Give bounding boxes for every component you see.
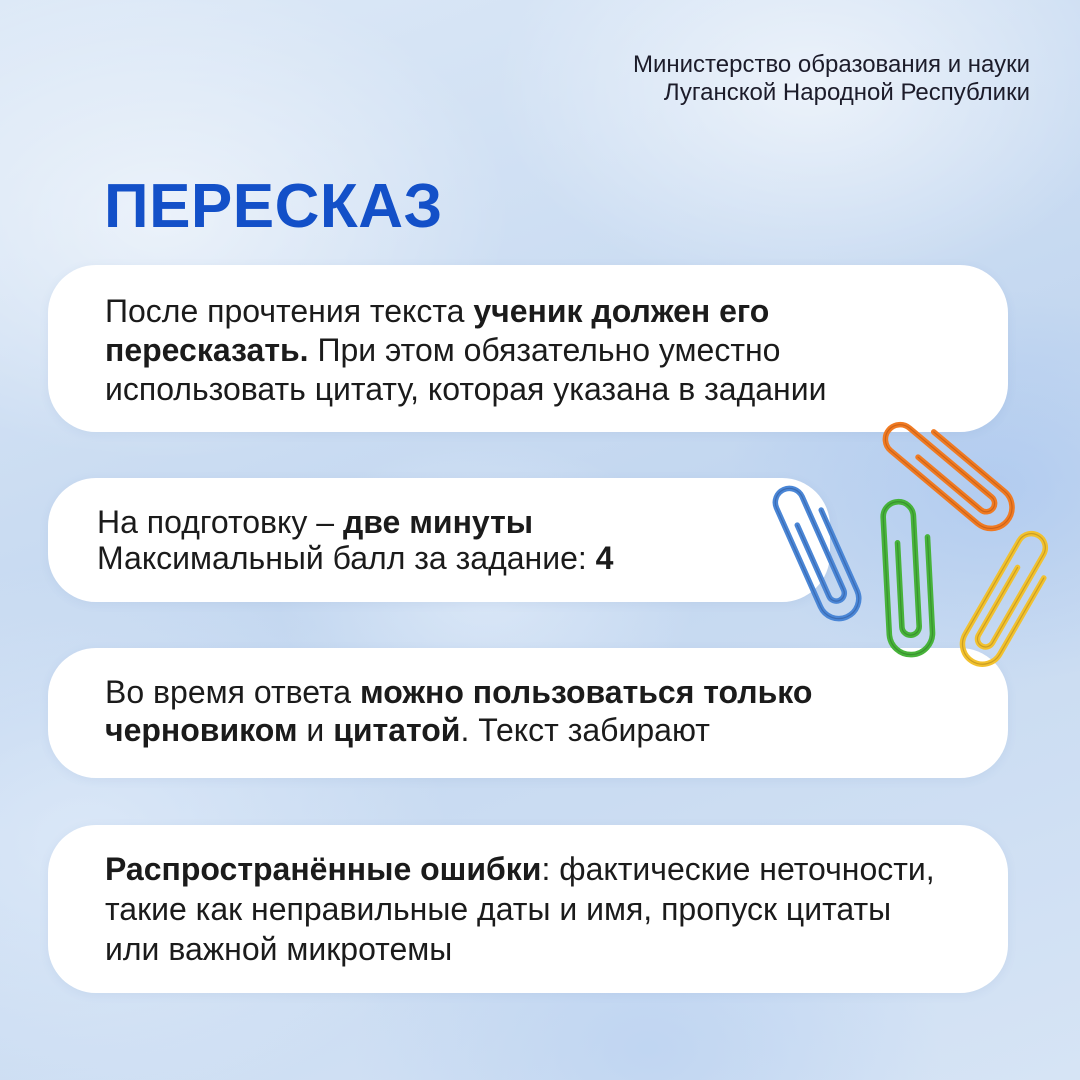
card-text: При этом обязательно уместно <box>308 332 781 368</box>
card-retelling-instructions <box>48 265 1008 432</box>
card-common-mistakes <box>48 825 1008 993</box>
card-line <box>105 673 1008 711</box>
card-text: На подготовку – <box>97 504 343 540</box>
card-line <box>105 929 1008 969</box>
card-text: и <box>297 712 334 748</box>
card-text-bold: Распространённые ошибки <box>105 851 542 887</box>
card-text-bold: две минуты <box>342 504 534 540</box>
ministry-line-2: Луганской Народной Республики <box>663 79 1030 106</box>
card-line <box>105 849 1008 889</box>
card-text: Максимальный балл за задание: <box>97 540 596 576</box>
page-title: ПЕРЕСКАЗ <box>104 172 443 241</box>
card-text: использовать цитату, которая указана в задании <box>105 371 827 407</box>
card-allowed-materials <box>48 648 1008 778</box>
paperclip-green-icon <box>882 500 933 655</box>
card-text-bold: цитатой <box>333 712 461 748</box>
card-text: Во время ответа <box>105 674 360 710</box>
card-line <box>105 711 1008 749</box>
ministry-header <box>633 51 1030 107</box>
card-preparation-time <box>48 478 830 602</box>
card-text-bold: ученик должен его <box>473 293 770 329</box>
card-line <box>97 504 830 540</box>
card-line <box>105 292 1008 331</box>
card-line <box>105 331 1008 370</box>
card-line <box>97 540 830 576</box>
card-text-bold: пересказать. <box>105 332 309 368</box>
card-line <box>105 370 1008 409</box>
card-text-bold: можно пользоваться только <box>359 674 813 710</box>
card-text: : фактические неточности, <box>541 851 935 887</box>
card-line <box>105 889 1008 929</box>
card-text: . Текст забирают <box>460 712 710 748</box>
card-text-bold: черновиком <box>105 712 298 748</box>
max-score-value: 4 <box>595 540 614 576</box>
card-text: такие как неправильные даты и имя, пропуск цитаты <box>105 891 892 927</box>
card-text: После прочтения текста <box>105 293 474 329</box>
card-text: или важной микротемы <box>105 931 453 967</box>
ministry-line-1: Министерство образования и науки <box>632 51 1030 78</box>
